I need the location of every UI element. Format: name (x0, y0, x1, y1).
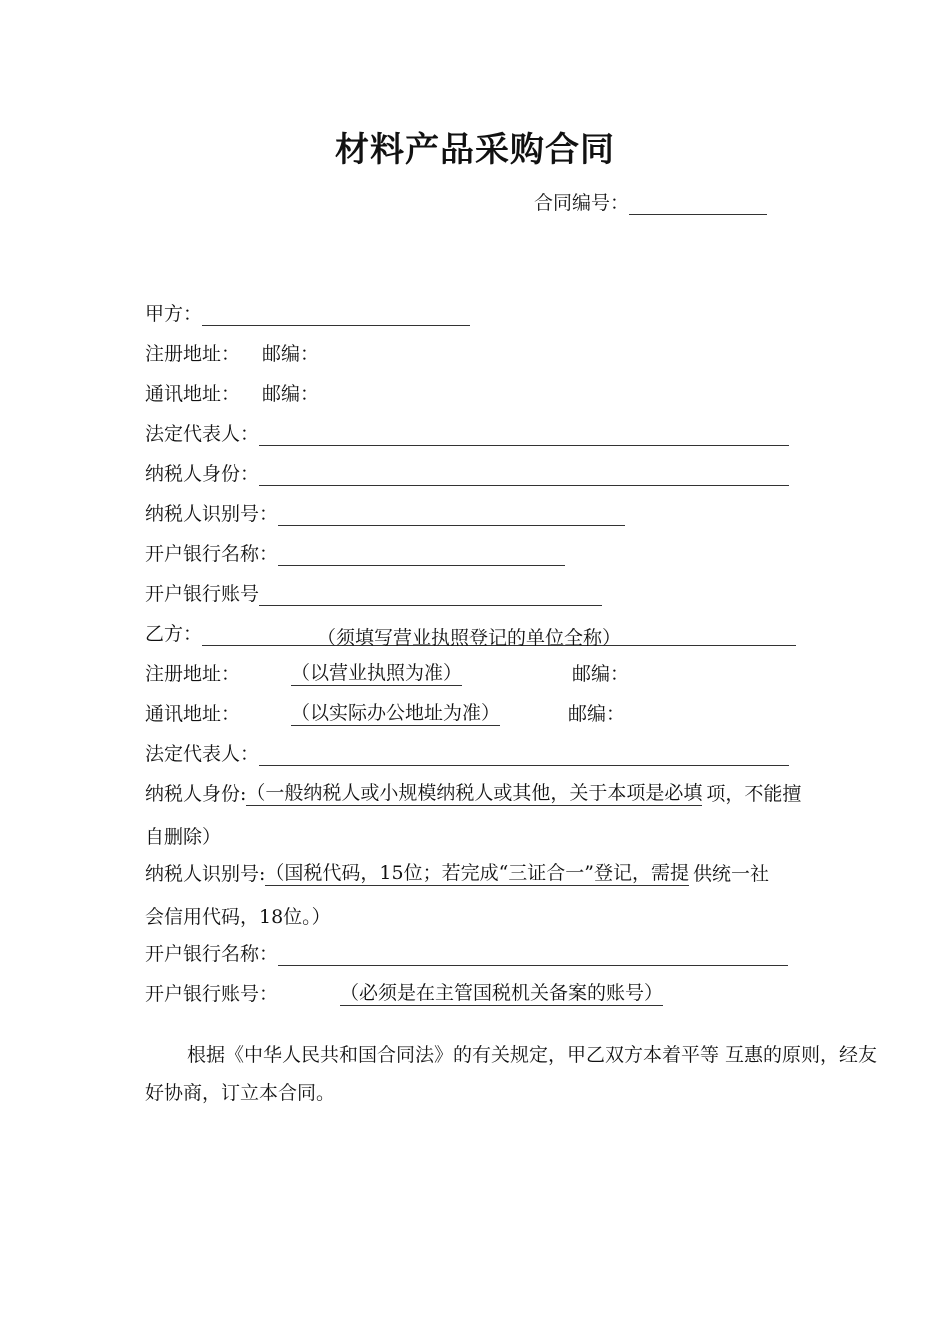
party-b-legal-rep-label: 法定代表人： (145, 743, 260, 765)
party-b-bank-account-row (145, 980, 663, 1006)
party-b-reg-addr-row (145, 660, 629, 686)
party-a-mail-zip-label: 邮编： (262, 383, 320, 405)
party-a-reg-zip-label: 邮编： (262, 343, 320, 365)
party-b-taxpayer-type-label: 纳税人身份: (145, 783, 247, 805)
party-a-legal-rep-label: 法定代表人： (145, 423, 260, 445)
party-b-taxpayer-type-hint-rest: 项，不能擅 (706, 783, 802, 805)
party-b-mail-addr-row (145, 700, 625, 726)
party-a-name-field[interactable] (202, 305, 470, 326)
party-b-reg-addr-label: 注册地址： (145, 663, 241, 685)
party-b-taxpayer-type-row (145, 780, 801, 806)
party-b-taxpayer-id-row (145, 860, 769, 886)
party-a-taxpayer-id-field[interactable] (278, 505, 625, 526)
party-a-taxpayer-id-row (145, 500, 625, 526)
party-a-bank-account-row (145, 580, 602, 606)
party-a-reg-addr-label: 注册地址： (145, 343, 241, 365)
party-b-taxpayer-id-tail: 会信用代码，18位。） (145, 906, 331, 928)
party-b-name-field[interactable] (202, 623, 796, 649)
party-a-bank-account-label: 开户银行账号 (145, 583, 260, 605)
party-b-taxpayer-id-label: 纳税人识别号: (145, 863, 266, 885)
party-b-bank-name-label: 开户银行名称： (145, 943, 279, 965)
party-a-bank-account-field[interactable] (259, 585, 602, 606)
party-b-taxpayer-type-tail: 自删除） (145, 826, 222, 848)
party-b-bank-account-hint: （必须是在主管国税机关备案的账号） (340, 978, 663, 1006)
party-a-legal-rep-field[interactable] (259, 425, 789, 446)
contract-number-row (534, 188, 767, 215)
contract-number-label: 合同编号： (534, 192, 630, 214)
party-a-mail-addr-row (145, 380, 319, 406)
party-a-taxpayer-id-label: 纳税人识别号： (145, 503, 279, 525)
party-a-taxpayer-type-label: 纳税人身份： (145, 463, 260, 485)
party-a-taxpayer-type-row (145, 460, 789, 486)
party-a-label: 甲方： (145, 303, 203, 325)
intro-paragraph: 根据《中华人民共和国合同法》的有关规定，甲乙双方本着平等 互惠的原则，经友好协商，订立本合同。 (145, 1044, 878, 1104)
party-b-name-hint: （须填写营业执照登记的单位全称） (317, 627, 622, 649)
party-b-bank-account-label: 开户银行账号： (145, 983, 279, 1005)
party-a-reg-addr-row (145, 340, 319, 366)
document-title: 材料产品采购合同 (335, 130, 615, 170)
party-b-row (145, 620, 796, 649)
party-b-taxpayer-id-hint-rest: 供统一社 (693, 863, 770, 885)
party-a-taxpayer-type-field[interactable] (259, 465, 789, 486)
party-a-bank-name-row (145, 540, 565, 566)
party-b-label: 乙方： (145, 623, 203, 645)
party-b-bank-name-field[interactable] (278, 945, 788, 966)
party-a-bank-name-field[interactable] (278, 545, 565, 566)
party-b-reg-zip-label: 邮编： (572, 663, 630, 685)
party-b-taxpayer-id-hint: （国税代码，15位；若完成“三证合一”登记，需提 (265, 858, 689, 886)
party-b-bank-name-row (145, 940, 788, 966)
party-b-legal-rep-field[interactable] (259, 745, 789, 766)
party-b-mail-addr-hint: （以实际办公地址为准） (291, 698, 500, 726)
party-b-mail-addr-label: 通讯地址： (145, 703, 241, 725)
party-b-taxpayer-type-hint: （一般纳税人或小规模纳税人或其他，关于本项是必填 (246, 778, 702, 806)
party-a-legal-rep-row (145, 420, 789, 446)
party-a-bank-name-label: 开户银行名称： (145, 543, 279, 565)
party-a-mail-addr-label: 通讯地址： (145, 383, 241, 405)
party-a-row (145, 300, 470, 326)
party-b-legal-rep-row (145, 740, 789, 766)
contract-number-field[interactable] (629, 194, 767, 215)
party-b-reg-addr-hint: （以营业执照为准） (291, 658, 462, 686)
party-b-mail-zip-label: 邮编： (568, 703, 626, 725)
